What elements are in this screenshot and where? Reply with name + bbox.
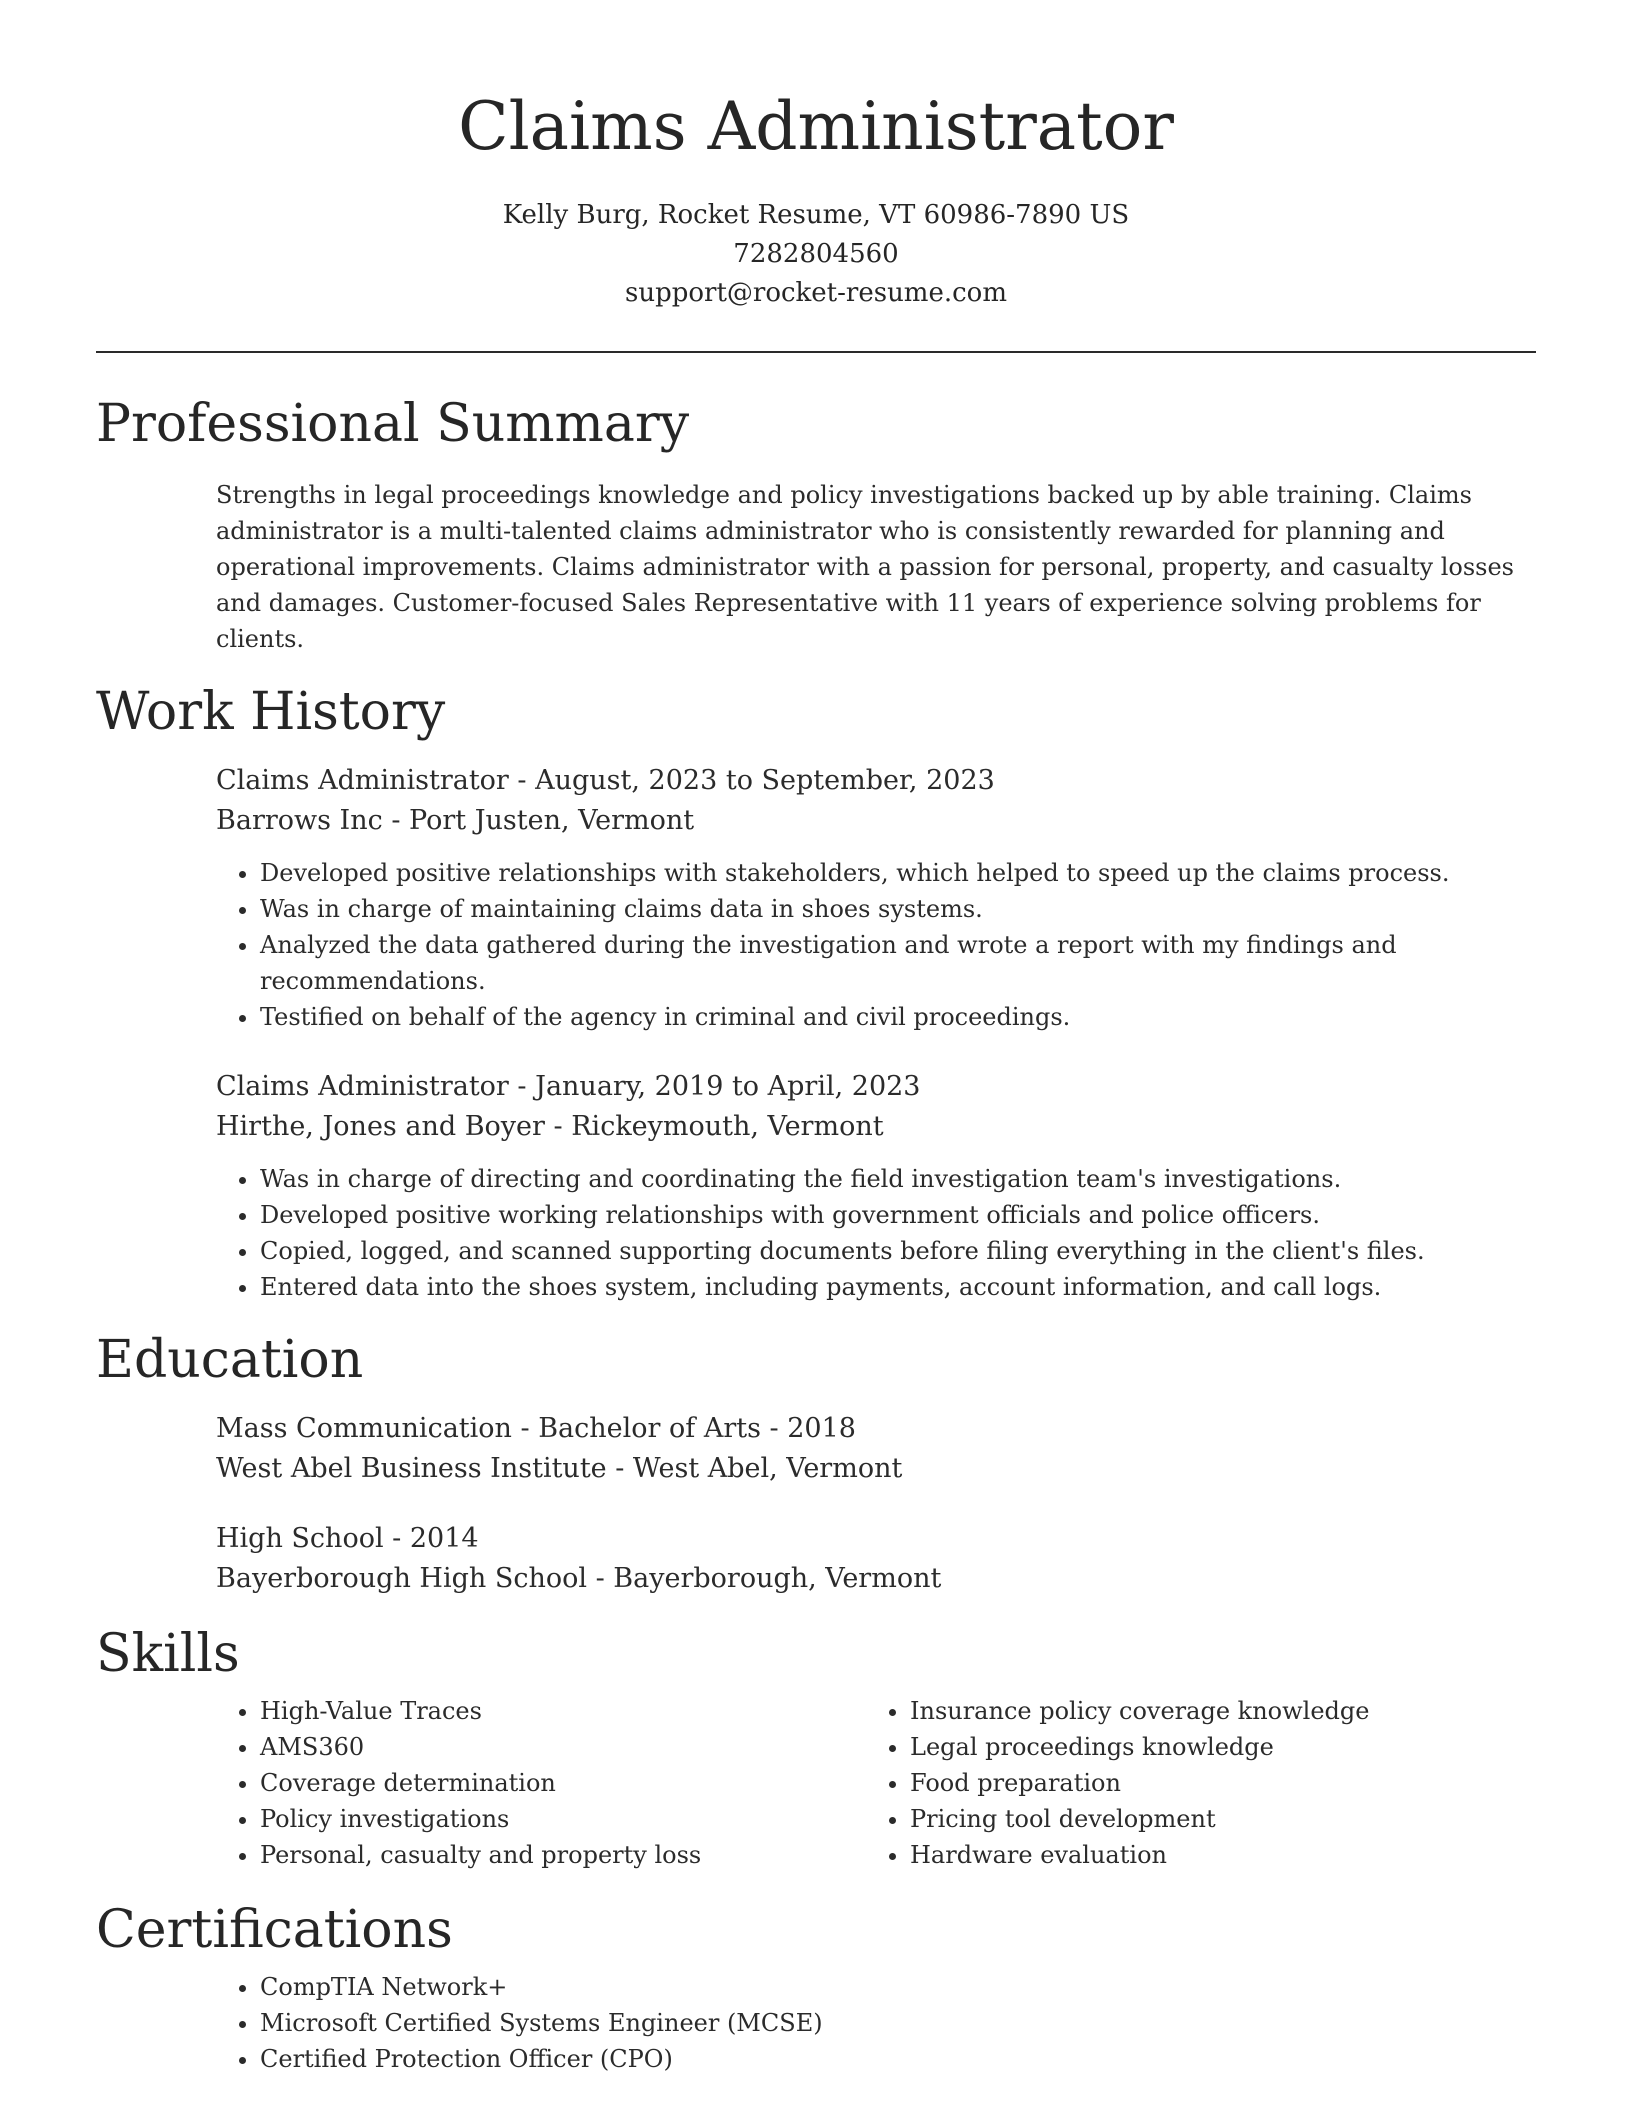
work-entry <box>0 761 1632 1035</box>
list-item: • Food preparation <box>910 1765 1516 1801</box>
list-item: • Certified Protection Officer (CPO) <box>260 2041 1536 2077</box>
section-title-summary: Professional Summary <box>96 394 690 454</box>
job-role-line: Claims Administrator - August, 2023 to September, 2023 <box>216 765 995 796</box>
section-title-work-history: Work History <box>96 682 446 742</box>
list-item: • Coverage determination <box>260 1765 866 1801</box>
education-school-line: Bayerborough High School - Bayerborough, Vermont <box>216 1563 942 1594</box>
list-item: • AMS360 <box>260 1729 866 1765</box>
job-bullets <box>216 855 1536 1035</box>
education-entry <box>0 1519 1632 1599</box>
list-item: • Copied, logged, and scanned supporting documents before filing everything in the client's files. <box>260 1233 1536 1269</box>
list-item: • Personal, casualty and property loss <box>260 1837 866 1873</box>
contact-phone: 7282804560 <box>733 239 899 269</box>
header-divider <box>96 351 1536 353</box>
job-company-line: Hirthe, Jones and Boyer - Rickeymouth, Vermont <box>216 1111 884 1142</box>
education-degree-line: Mass Communication - Bachelor of Arts - 2018 <box>216 1413 856 1444</box>
job-company-line: Barrows Inc - Port Justen, Vermont <box>216 805 695 836</box>
skills-list <box>216 1693 866 1873</box>
list-item: • Insurance policy coverage knowledge <box>910 1693 1516 1729</box>
list-item: • Developed positive working relationships with government officials and police officers. <box>260 1197 1536 1233</box>
skills-column-right <box>866 1693 1516 1873</box>
contact-email: support@rocket-resume.com <box>624 278 1007 308</box>
skills-grid <box>0 1693 1632 1873</box>
section-title-certifications: Certifications <box>96 1900 453 1960</box>
list-item: • Entered data into the shoes system, including payments, account information, and call logs. <box>260 1269 1536 1305</box>
resume-header <box>0 0 1632 313</box>
page-title: Claims Administrator <box>458 88 1174 165</box>
work-entry <box>0 1067 1632 1305</box>
list-item: • Testified on behalf of the agency in criminal and civil proceedings. <box>260 999 1536 1035</box>
list-item: • Developed positive relationships with stakeholders, which helped to speed up the claims process. <box>260 855 1536 891</box>
list-item: • Policy investigations <box>260 1801 866 1837</box>
summary-text: Strengths in legal proceedings knowledge and policy investigations backed up by able training. Claims administrator is a multi-talented claims administrator who is consistently rewarded for planning and operational improvements. Claims administrator with a passion for personal, property, and casualty losses and damages. Customer-focused Sales Representative with 11 years of experience solving problems for clients. <box>216 481 1514 653</box>
certifications-list <box>216 1969 1536 2077</box>
section-title-skills: Skills <box>96 1624 240 1684</box>
section-title-education: Education <box>96 1330 364 1390</box>
contact-block <box>0 196 1632 313</box>
list-item: • High-Value Traces <box>260 1693 866 1729</box>
list-item: • CompTIA Network+ <box>260 1969 1536 2005</box>
skills-list <box>866 1693 1516 1873</box>
list-item: • Analyzed the data gathered during the investigation and wrote a report with my findings and recommendations. <box>260 927 1536 999</box>
list-item: • Microsoft Certified Systems Engineer (MCSE) <box>260 2005 1536 2041</box>
education-entry <box>0 1409 1632 1489</box>
certifications-block <box>0 1969 1632 2077</box>
list-item: • Was in charge of directing and coordinating the field investigation team's investigations. <box>260 1161 1536 1197</box>
list-item: • Pricing tool development <box>910 1801 1516 1837</box>
list-item: • Was in charge of maintaining claims data in shoes systems. <box>260 891 1536 927</box>
education-degree-line: High School - 2014 <box>216 1523 479 1554</box>
job-bullets <box>216 1161 1536 1305</box>
list-item: • Hardware evaluation <box>910 1837 1516 1873</box>
contact-address: Kelly Burg, Rocket Resume, VT 60986-7890 US <box>502 200 1130 230</box>
skills-column-left <box>216 1693 866 1873</box>
job-role-line: Claims Administrator - January, 2019 to April, 2023 <box>216 1071 921 1102</box>
education-school-line: West Abel Business Institute - West Abel, Vermont <box>216 1453 903 1484</box>
list-item: • Legal proceedings knowledge <box>910 1729 1516 1765</box>
